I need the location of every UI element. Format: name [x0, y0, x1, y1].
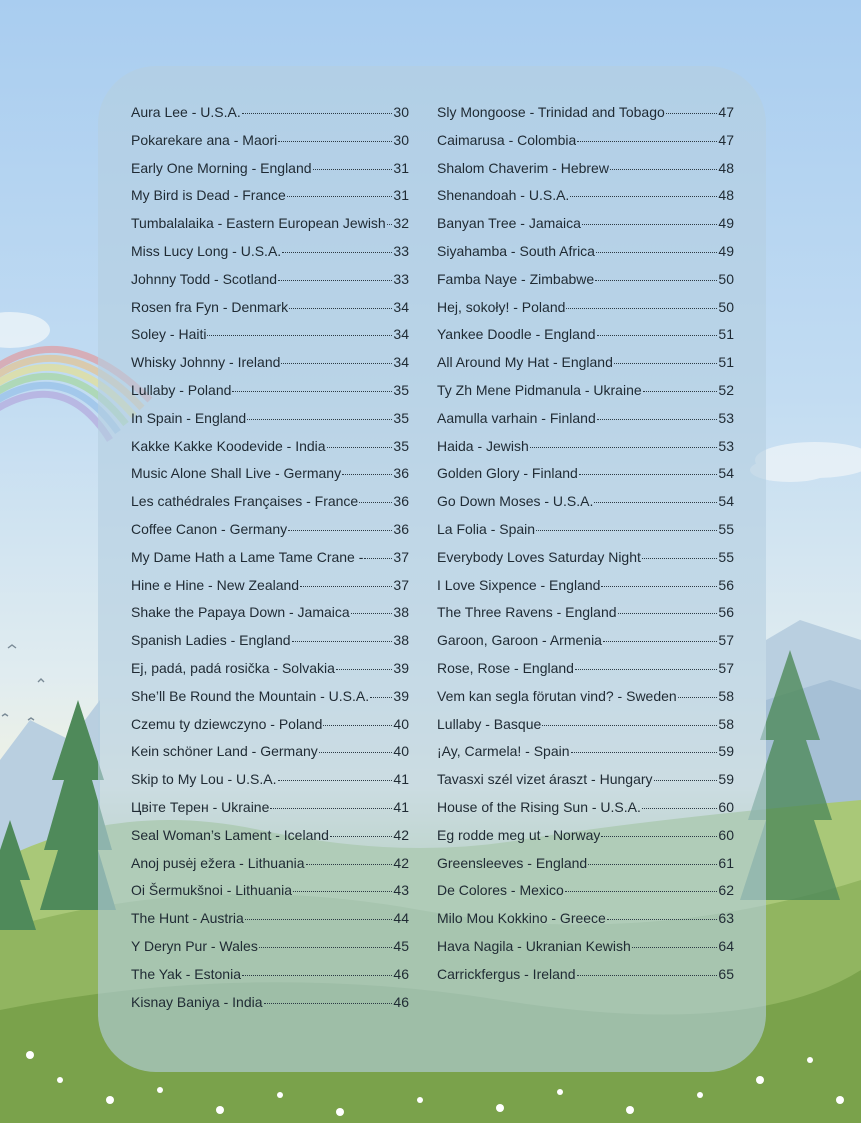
- toc-entry-page: 41: [393, 771, 409, 788]
- dot-leader: [245, 919, 393, 920]
- toc-entry: [131, 215, 409, 243]
- toc-entry-title: House of the Rising Sun - U.S.A.: [437, 798, 641, 815]
- toc-entry: [131, 410, 409, 438]
- dot-leader: [566, 308, 717, 309]
- toc-entry-title: Rosen fra Fyn - Denmark: [131, 298, 289, 315]
- toc-entry-page: 53: [718, 437, 734, 454]
- toc-entry-page: 39: [393, 687, 409, 704]
- toc-entry: [131, 827, 409, 855]
- dot-leader: [678, 697, 718, 698]
- toc-entry-page: 46: [393, 965, 409, 982]
- toc-entry-title: Coffee Canon - Germany: [131, 520, 288, 537]
- toc-entry-title: Music Alone Shall Live - Germany: [131, 465, 342, 482]
- toc-entry: [437, 966, 734, 994]
- toc-entry-title: Les cathédrales Françaises - France: [131, 493, 359, 510]
- toc-entry-title: Soley - Haiti: [131, 326, 207, 343]
- dot-leader: [614, 363, 718, 364]
- dot-leader: [351, 613, 393, 614]
- toc-entry-page: 44: [393, 910, 409, 927]
- toc-entry: [131, 632, 409, 660]
- toc-entry-title: Haida - Jewish: [437, 437, 529, 454]
- toc-entry-page: 52: [718, 381, 734, 398]
- dot-leader: [588, 864, 717, 865]
- toc-entry-title: Whisky Johnny - Ireland: [131, 354, 281, 371]
- toc-entry-page: 48: [718, 159, 734, 176]
- toc-entry-page: 40: [393, 715, 409, 732]
- toc-entry: [437, 604, 734, 632]
- toc-entry-page: 36: [393, 465, 409, 482]
- toc-entry: [131, 465, 409, 493]
- toc-entry: [131, 493, 409, 521]
- toc-entry: [437, 688, 734, 716]
- dot-leader: [542, 725, 717, 726]
- toc-entry-page: 59: [718, 771, 734, 788]
- dot-leader: [618, 613, 718, 614]
- dot-leader: [207, 335, 392, 336]
- toc-entry-title: All Around My Hat - England: [437, 354, 613, 371]
- toc-entry: [131, 326, 409, 354]
- dot-leader: [370, 697, 392, 698]
- toc-entry-page: 51: [718, 354, 734, 371]
- dot-leader: [577, 141, 717, 142]
- toc-entry-title: Hava Nagila - Ukranian Kewish: [437, 937, 631, 954]
- toc-entry-page: 60: [718, 826, 734, 843]
- dot-leader: [278, 280, 392, 281]
- dot-leader: [264, 1003, 393, 1004]
- toc-entry: [437, 354, 734, 382]
- toc-entry-page: 37: [393, 548, 409, 565]
- toc-entry: [131, 577, 409, 605]
- toc-right-column: [437, 104, 734, 994]
- toc-entry: [437, 910, 734, 938]
- toc-entry-title: Everybody Loves Saturday Night: [437, 548, 641, 565]
- dot-leader: [643, 391, 718, 392]
- toc-entry-page: 36: [393, 493, 409, 510]
- toc-entry-title: Shenandoah - U.S.A.: [437, 187, 570, 204]
- dot-leader: [232, 391, 392, 392]
- toc-entry-title: Oi Šermukšnoi - Lithuania: [131, 882, 293, 899]
- toc-entry-page: 57: [718, 632, 734, 649]
- dot-leader: [300, 586, 392, 587]
- dot-leader: [247, 419, 392, 420]
- toc-entry-title: Shake the Papaya Down - Jamaica: [131, 604, 350, 621]
- toc-entry: [131, 132, 409, 160]
- dot-leader: [292, 641, 393, 642]
- toc-entry-title: Sly Mongoose - Trinidad and Tobago: [437, 104, 665, 120]
- dot-leader: [387, 224, 393, 225]
- dot-leader: [575, 669, 717, 670]
- toc-entry-title: Garoon, Garoon - Armenia: [437, 632, 602, 649]
- toc-entry: [437, 493, 734, 521]
- toc-entry-page: 61: [718, 854, 734, 871]
- toc-entry-title: Johnny Todd - Scotland: [131, 270, 278, 287]
- toc-entry: [131, 104, 409, 132]
- dot-leader: [597, 335, 718, 336]
- toc-entry: [131, 882, 409, 910]
- toc-entry-title: Tumbalalaika - Eastern European Jewish: [131, 215, 386, 232]
- toc-entry: [437, 660, 734, 688]
- toc-entry-page: 30: [393, 104, 409, 120]
- dot-leader: [330, 836, 393, 837]
- toc-entry: [437, 215, 734, 243]
- toc-entry-title: Czemu ty dziewczyno - Poland: [131, 715, 323, 732]
- toc-entry-title: Tavasxi szél vizet áraszt - Hungary: [437, 771, 653, 788]
- dot-leader: [278, 141, 392, 142]
- toc-entry: [131, 688, 409, 716]
- toc-entry-title: Y Deryn Pur - Wales: [131, 937, 258, 954]
- dot-leader: [359, 502, 392, 503]
- toc-entry: [437, 132, 734, 160]
- toc-entry-page: 30: [393, 131, 409, 148]
- toc-entry-title: Early One Morning - England: [131, 159, 312, 176]
- toc-entry: [131, 799, 409, 827]
- toc-entry-page: 35: [393, 409, 409, 426]
- toc-entry: [131, 855, 409, 883]
- toc-entry-title: Milo Mou Kokkino - Greece: [437, 910, 606, 927]
- toc-entry-title: Kein schöner Land - Germany: [131, 743, 318, 760]
- toc-entry-title: Skip to My Lou - U.S.A.: [131, 771, 277, 788]
- toc-entry-title: Pokarekare ana - Maori: [131, 131, 278, 148]
- toc-entry-page: 64: [718, 937, 734, 954]
- toc-entry-title: Vem kan segla förutan vind? - Sweden: [437, 687, 677, 704]
- toc-entry-page: 49: [718, 242, 734, 259]
- toc-entry-title: The Three Ravens - England: [437, 604, 617, 621]
- dot-leader: [654, 780, 718, 781]
- toc-entry-page: 58: [718, 715, 734, 732]
- toc-entry: [437, 299, 734, 327]
- toc-entry-page: 31: [393, 187, 409, 204]
- dot-leader: [336, 669, 393, 670]
- toc-entry-page: 47: [718, 131, 734, 148]
- dot-leader: [579, 474, 718, 475]
- dot-leader: [536, 530, 717, 531]
- toc-entry: [131, 354, 409, 382]
- dot-leader: [319, 752, 393, 753]
- dot-leader: [306, 864, 393, 865]
- dot-leader: [287, 196, 393, 197]
- dot-leader: [293, 891, 392, 892]
- toc-entry-title: Caimarusa - Colombia: [437, 131, 577, 148]
- toc-entry-page: 48: [718, 187, 734, 204]
- toc-entry-page: 33: [393, 242, 409, 259]
- toc-entry: [437, 104, 734, 132]
- toc-entry: [437, 521, 734, 549]
- dot-leader: [313, 169, 393, 170]
- toc-entry-page: 34: [393, 326, 409, 343]
- toc-entry-page: 54: [718, 493, 734, 510]
- dot-leader: [282, 252, 392, 253]
- toc-entry-title: Eg rodde meg ut - Norway: [437, 826, 601, 843]
- toc-entry-page: 60: [718, 798, 734, 815]
- toc-entry: [437, 438, 734, 466]
- toc-entry-title: Carrickfergus - Ireland: [437, 965, 576, 982]
- toc-entry: [437, 549, 734, 577]
- dot-leader: [242, 975, 392, 976]
- toc-entry: [437, 160, 734, 188]
- toc-entry: [131, 187, 409, 215]
- toc-entry-page: 43: [393, 882, 409, 899]
- toc-entry: [131, 271, 409, 299]
- toc-entry-title: De Colores - Mexico: [437, 882, 564, 899]
- toc-entry-title: Yankee Doodle - England: [437, 326, 596, 343]
- toc-entry-title: Rose, Rose - England: [437, 659, 574, 676]
- toc-entry-title: Ty Zh Mene Pidmanula - Ukraine: [437, 381, 642, 398]
- toc-entry-page: 62: [718, 882, 734, 899]
- birds: [2, 645, 44, 720]
- dot-leader: [582, 224, 717, 225]
- toc-left-column: [131, 104, 409, 1021]
- toc-entry: [437, 799, 734, 827]
- dot-leader: [281, 363, 392, 364]
- toc-entry-page: 54: [718, 465, 734, 482]
- dot-leader: [364, 558, 392, 559]
- toc-entry-title: ¡Ay, Carmela! - Spain: [437, 743, 570, 760]
- toc-entry: [131, 521, 409, 549]
- dot-leader: [607, 919, 718, 920]
- dot-leader: [642, 558, 718, 559]
- toc-entry-page: 34: [393, 298, 409, 315]
- toc-entry: [437, 577, 734, 605]
- toc-entry: [131, 549, 409, 577]
- toc-entry-title: Цвіте Терен - Ukraine: [131, 798, 270, 815]
- toc-entry-page: 35: [393, 437, 409, 454]
- dot-leader: [259, 947, 393, 948]
- toc-entry: [131, 910, 409, 938]
- toc-entry: [131, 299, 409, 327]
- toc-entry-page: 65: [718, 965, 734, 982]
- toc-entry: [437, 882, 734, 910]
- dot-leader: [565, 891, 718, 892]
- toc-entry-page: 41: [393, 798, 409, 815]
- toc-entry-page: 63: [718, 910, 734, 927]
- toc-entry-page: 40: [393, 743, 409, 760]
- toc-entry-page: 42: [393, 854, 409, 871]
- dot-leader: [570, 196, 717, 197]
- toc-entry-title: Ej, padá, padá rosička - Solvakia: [131, 659, 335, 676]
- toc-entry-page: 56: [718, 576, 734, 593]
- toc-entry-page: 46: [393, 993, 409, 1010]
- toc-entry-page: 38: [393, 632, 409, 649]
- toc-entry-page: 34: [393, 354, 409, 371]
- toc-entry-page: 39: [393, 659, 409, 676]
- toc-entry-page: 35: [393, 381, 409, 398]
- dot-leader: [288, 530, 392, 531]
- dot-leader: [289, 308, 392, 309]
- dot-leader: [601, 836, 717, 837]
- dot-leader: [632, 947, 718, 948]
- toc-entry: [437, 632, 734, 660]
- toc-entry-title: Shalom Chaverim - Hebrew: [437, 159, 609, 176]
- toc-entry-title: I Love Sixpence - England: [437, 576, 601, 593]
- toc-entry-page: 37: [393, 576, 409, 593]
- toc-entry-title: Go Down Moses - U.S.A.: [437, 493, 594, 510]
- dot-leader: [597, 419, 718, 420]
- toc-entry-page: 55: [718, 548, 734, 565]
- toc-entry-title: Hej, sokoły! - Poland: [437, 298, 566, 315]
- toc-entry-title: Spanish Ladies - England: [131, 632, 291, 649]
- toc-entry: [131, 771, 409, 799]
- toc-entry: [437, 716, 734, 744]
- toc-entry: [131, 994, 409, 1022]
- toc-entry: [131, 743, 409, 771]
- toc-entry-title: Miss Lucy Long - U.S.A.: [131, 242, 282, 259]
- toc-entry: [131, 243, 409, 271]
- dot-leader: [642, 808, 718, 809]
- dot-leader: [596, 252, 717, 253]
- dot-leader: [594, 502, 717, 503]
- toc-entry-page: 50: [718, 298, 734, 315]
- toc-entry-title: Lullaby - Poland: [131, 381, 232, 398]
- toc-entry-page: 32: [393, 215, 409, 232]
- dot-leader: [242, 113, 393, 114]
- toc-entry-title: La Folia - Spain: [437, 520, 536, 537]
- toc-entry-title: Greensleeves - England: [437, 854, 588, 871]
- toc-entry-title: Aura Lee - U.S.A.: [131, 104, 241, 120]
- dot-leader: [327, 447, 393, 448]
- toc-entry-title: Famba Naye - Zimbabwe: [437, 270, 595, 287]
- toc-entry-page: 55: [718, 520, 734, 537]
- toc-entry-title: The Hunt - Austria: [131, 910, 244, 927]
- toc-entry-page: 45: [393, 937, 409, 954]
- dot-leader: [323, 725, 392, 726]
- toc-entry-page: 31: [393, 159, 409, 176]
- dot-leader: [601, 586, 717, 587]
- toc-entry-page: 49: [718, 215, 734, 232]
- toc-entry-title: Aamulla varhain - Finland: [437, 409, 596, 426]
- toc-entry: [131, 966, 409, 994]
- toc-entry: [437, 938, 734, 966]
- dot-leader: [278, 780, 393, 781]
- toc-entry: [437, 326, 734, 354]
- dot-leader: [610, 169, 717, 170]
- toc-entry-page: 57: [718, 659, 734, 676]
- toc-entry-title: Golden Glory - Finland: [437, 465, 578, 482]
- toc-entry: [131, 382, 409, 410]
- toc-entry-page: 53: [718, 409, 734, 426]
- toc-entry-title: Kisnay Baniya - India: [131, 993, 263, 1010]
- dot-leader: [577, 975, 718, 976]
- toc-entry-page: 47: [718, 104, 734, 120]
- toc-entry-page: 42: [393, 826, 409, 843]
- toc-entry: [437, 855, 734, 883]
- toc-entry-title: Banyan Tree - Jamaica: [437, 215, 581, 232]
- toc-entry: [437, 382, 734, 410]
- toc-entry: [437, 465, 734, 493]
- toc-entry: [131, 938, 409, 966]
- toc-entry-page: 33: [393, 270, 409, 287]
- toc-entry-title: My Dame Hath a Lame Tame Crane -: [131, 548, 364, 565]
- toc-entry-page: 58: [718, 687, 734, 704]
- toc-entry: [131, 660, 409, 688]
- toc-entry-page: 38: [393, 604, 409, 621]
- dot-leader: [571, 752, 718, 753]
- dot-leader: [666, 113, 718, 114]
- toc-entry: [131, 604, 409, 632]
- toc-entry: [437, 771, 734, 799]
- toc-entry: [437, 743, 734, 771]
- toc-entry-title: In Spain - England: [131, 409, 247, 426]
- toc-entry: [131, 160, 409, 188]
- dot-leader: [270, 808, 392, 809]
- toc-entry-page: 51: [718, 326, 734, 343]
- toc-entry: [437, 827, 734, 855]
- toc-entry: [437, 187, 734, 215]
- toc-entry: [131, 438, 409, 466]
- toc-entry-title: Anoj pusėj ežera - Lithuania: [131, 854, 305, 871]
- toc-entry: [437, 271, 734, 299]
- dot-leader: [595, 280, 717, 281]
- toc-entry-title: Kakke Kakke Koodevide - India: [131, 437, 326, 454]
- toc-entry-page: 36: [393, 520, 409, 537]
- toc-entry-title: Hine e Hine - New Zealand: [131, 576, 300, 593]
- toc-entry-page: 59: [718, 743, 734, 760]
- toc-entry-title: She’ll Be Round the Mountain - U.S.A.: [131, 687, 370, 704]
- toc-entry: [437, 243, 734, 271]
- toc-entry: [437, 410, 734, 438]
- toc-entry-title: Lullaby - Basque: [437, 715, 542, 732]
- toc-entry-page: 50: [718, 270, 734, 287]
- dot-leader: [530, 447, 718, 448]
- toc-entry-title: The Yak - Estonia: [131, 965, 241, 982]
- toc-entry-title: Siyahamba - South Africa: [437, 242, 595, 259]
- toc-entry-title: Seal Woman’s Lament - Iceland: [131, 826, 329, 843]
- dot-leader: [342, 474, 392, 475]
- toc-entry-page: 56: [718, 604, 734, 621]
- dot-leader: [603, 641, 717, 642]
- toc-entry: [131, 716, 409, 744]
- toc-entry-title: My Bird is Dead - France: [131, 187, 286, 204]
